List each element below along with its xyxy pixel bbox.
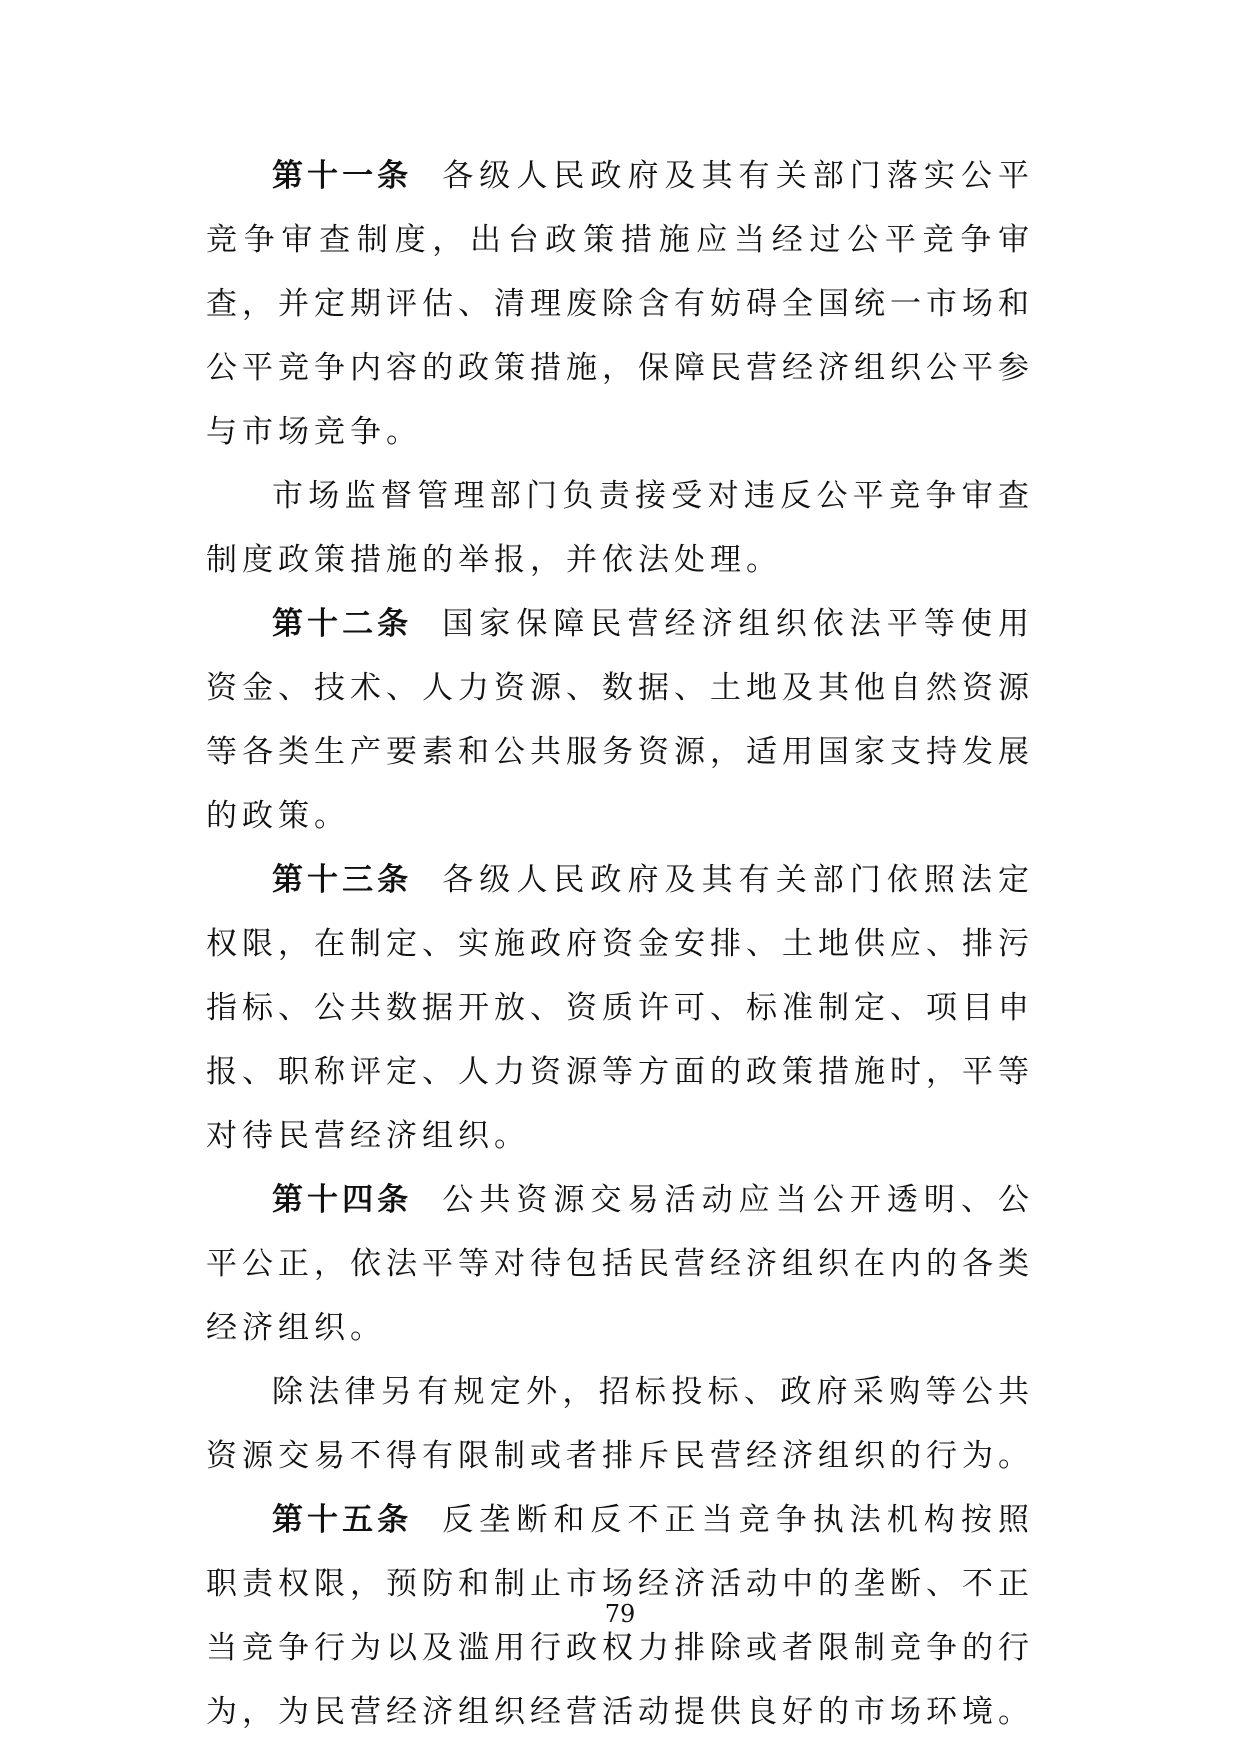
article-14 bbox=[206, 1168, 1034, 1360]
article-11 bbox=[206, 144, 1034, 464]
document-body bbox=[206, 144, 1034, 1744]
article-text: 国家保障民营经济组织依法平等使用资金、技术、人力资源、数据、土地及其他自然资源等各类生产要素和公共服务资源，适用国家支持发展的政策。 bbox=[206, 606, 1035, 834]
article-text: 各级人民政府及其有关部门依照法定权限，在制定、实施政府资金安排、土地供应、排污指标、公共数据开放、资质许可、标准制定、项目申报、职称评定、人力资源等方面的政策措施时，平等对待民营经济组织。 bbox=[206, 862, 1035, 1154]
article-number: 第十二条 bbox=[272, 606, 413, 642]
article-number: 第十五条 bbox=[272, 1502, 413, 1538]
article-12 bbox=[206, 592, 1034, 848]
article-11-paragraph-2 bbox=[206, 464, 1034, 592]
article-number: 第十一条 bbox=[272, 158, 413, 194]
paragraph-text: 除法律另有规定外，招标投标、政府采购等公共资源交易不得有限制或者排斥民营经济组织的行为。 bbox=[206, 1374, 1034, 1474]
article-text: 各级人民政府及其有关部门落实公平竞争审查制度，出台政策措施应当经过公平竞争审查，并定期评估、清理废除含有妨碍全国统一市场和公平竞争内容的政策措施，保障民营经济组织公平参与市场竞争。 bbox=[206, 158, 1035, 450]
paragraph-text: 市场监督管理部门负责接受对违反公平竞争审查制度政策措施的举报，并依法处理。 bbox=[206, 478, 1034, 578]
article-14-paragraph-2 bbox=[206, 1360, 1034, 1488]
article-text: 公共资源交易活动应当公开透明、公平公正，依法平等对待包括民营经济组织在内的各类经济组织。 bbox=[206, 1182, 1035, 1346]
page-number: 79 bbox=[604, 1600, 636, 1628]
article-number: 第十四条 bbox=[272, 1182, 413, 1218]
article-13 bbox=[206, 848, 1034, 1168]
article-number: 第十三条 bbox=[272, 862, 413, 898]
article-text: 反垄断和反不正当竞争执法机构按照职责权限，预防和制止市场经济活动中的垄断、不正当竞争行为以及滥用行政权力排除或者限制竞争的行为，为民营经济组织经营活动提供良好的市场环境。 bbox=[206, 1502, 1035, 1730]
